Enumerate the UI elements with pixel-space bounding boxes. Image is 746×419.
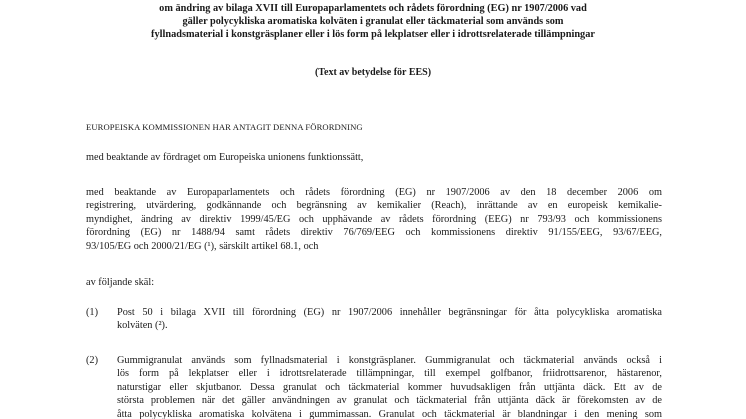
recital-line: Gummigranulat används som fyllnadsmaterial i konstgräsplaner. Gummigranulat och täckmaterial används också i: [117, 355, 662, 366]
clause-line: myndighet, ändring av direktiv 1999/45/EG och upphävande av rådets förordning (EEG) nr 793/93 och kommissionens: [86, 213, 662, 225]
title-line: om ändring av bilaga XVII till Europaparlamentets och rådets förordning (EG) nr 1907/2006 vad: [159, 3, 587, 14]
reach-regulation-clause: [86, 186, 662, 253]
eea-relevance: (Text av betydelse för EES): [314, 67, 432, 78]
clause-line: registrering, utvärdering, godkännande och begränsning av kemikalier (Reach), inrättande av en europeisk kemikalie-: [86, 200, 662, 212]
recital-line: naturstigar eller skjutbanor. Dessa granulat och täckmaterial kommer huvudsakligen från uttjänta däck. Ett av de: [117, 381, 662, 393]
recital-number: (1): [86, 307, 99, 318]
recital-number: (2): [86, 355, 99, 366]
treaty-clause: med beaktande av fördraget om Europeiska unionens funktionssätt,: [86, 152, 364, 163]
title-line: gäller polycykliska aromatiska kolväten i granulat eller täckmaterial som används som: [182, 15, 564, 27]
adopting-statement: [86, 121, 662, 134]
reasons-intro: av följande skäl:: [86, 277, 155, 288]
recital-line: Post 50 i bilaga XVII till förordning (EG) nr 1907/2006 innehåller begränsningar för åtta polycykliska aromatiska: [117, 307, 662, 318]
clause-line: förordning (EG) nr 1488/94 samt rådets direktiv 76/769/EEG och kommissionens direktiv 91/155/EEG, 93/67/EEG,: [86, 227, 662, 239]
recital-text: [117, 354, 662, 419]
recital-line: kolväten (²).: [117, 320, 168, 332]
clause-line: med beaktande av Europaparlamentets och rådets förordning (EG) nr 1907/2006 av den 18 december 2006 om: [86, 187, 662, 198]
recital-line: åtta polycykliska aromatiska kolvätena i gummimassan. Granulat och täckmaterial är blandningar i den mening som: [117, 408, 662, 419]
recital-line: största problemen när det gäller användningen av granulat och täckmaterial från uttjänta däck är förekomsten av de: [117, 395, 662, 407]
regulation-title: [110, 3, 636, 41]
recital-line: lös form på lekplatser eller i idrottsrelaterade tillämpningar, till exempel golfbanor, friidrottsarenor, hästarenor,: [117, 368, 662, 380]
clause-line: 93/105/EG och 2000/21/EG (¹), särskilt artikel 68.1, och: [86, 240, 319, 252]
adopting-statement-text: EUROPEISKA KOMMISSIONEN HAR ANTAGIT DENNA FÖRORDNING: [86, 122, 363, 132]
recital-text: [117, 306, 662, 333]
title-line: fyllnadsmaterial i konstgräsplaner eller i lös form på lekplatser eller i idrottsrelaterade tillämpningar: [151, 28, 595, 40]
